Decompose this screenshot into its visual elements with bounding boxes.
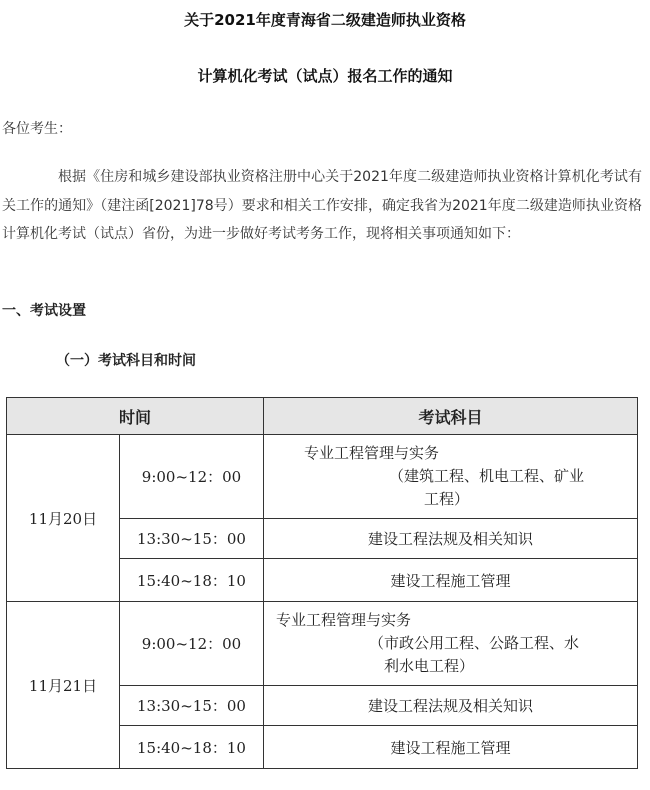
exam-schedule-table: [6, 397, 638, 769]
notice-title-line2: 计算机化考试（试点）报名工作的通知: [197, 67, 453, 85]
subject-cell: 建设工程法规及相关知识: [264, 519, 638, 559]
subject-cell: [264, 602, 638, 686]
time-cell: 9:00~12：00: [120, 435, 264, 519]
table-header-row: [7, 398, 638, 435]
subject-cell: 建设工程施工管理: [264, 726, 638, 769]
time-cell: 15:40~18：10: [120, 726, 264, 769]
time-cell: 9:00~12：00: [120, 602, 264, 686]
subject-line: 专业工程管理与实务: [276, 611, 412, 629]
time-cell: 15:40~18：10: [120, 559, 264, 602]
header-time: 时间: [7, 398, 264, 435]
table-row: [7, 602, 638, 686]
notice-title-line1: 关于2021年度青海省二级建造师执业资格: [184, 11, 466, 29]
section-heading-exam-setup: 一、考试设置: [2, 303, 86, 319]
subject-cell: 建设工程法规及相关知识: [264, 686, 638, 726]
date-cell: 11月20日: [7, 435, 120, 602]
subject-line: 工程）: [424, 490, 470, 508]
salutation: 各位考生：: [2, 121, 72, 137]
time-cell: 13:30~15：00: [120, 519, 264, 559]
table-row: [7, 435, 638, 519]
subject-line: （建筑工程、机电工程、矿业: [389, 467, 585, 485]
subject-line: 专业工程管理与实务: [304, 444, 440, 462]
subject-cell: [264, 435, 638, 519]
notice-body-paragraph: 根据《住房和城乡建设部执业资格注册中心关于2021年度二级建造师执业资格计算机化考试有关工作的通知》（建注函[2021]78号）要求和相关工作安排，确定我省为2021年度二级建造师执业资格计算机化考试（试点）省份，为进一步做好考试考务工作，现将相关事项通知如下：: [2, 169, 642, 242]
subject-line: （市政公用工程、公路工程、水: [369, 634, 580, 652]
subject-line: 利水电工程）: [384, 657, 475, 675]
date-cell: 11月21日: [7, 602, 120, 769]
subsection-heading-subjects-and-time: （一）考试科目和时间: [56, 353, 196, 369]
header-subject: 考试科目: [264, 398, 638, 435]
time-cell: 13:30~15：00: [120, 686, 264, 726]
subject-cell: 建设工程施工管理: [264, 559, 638, 602]
